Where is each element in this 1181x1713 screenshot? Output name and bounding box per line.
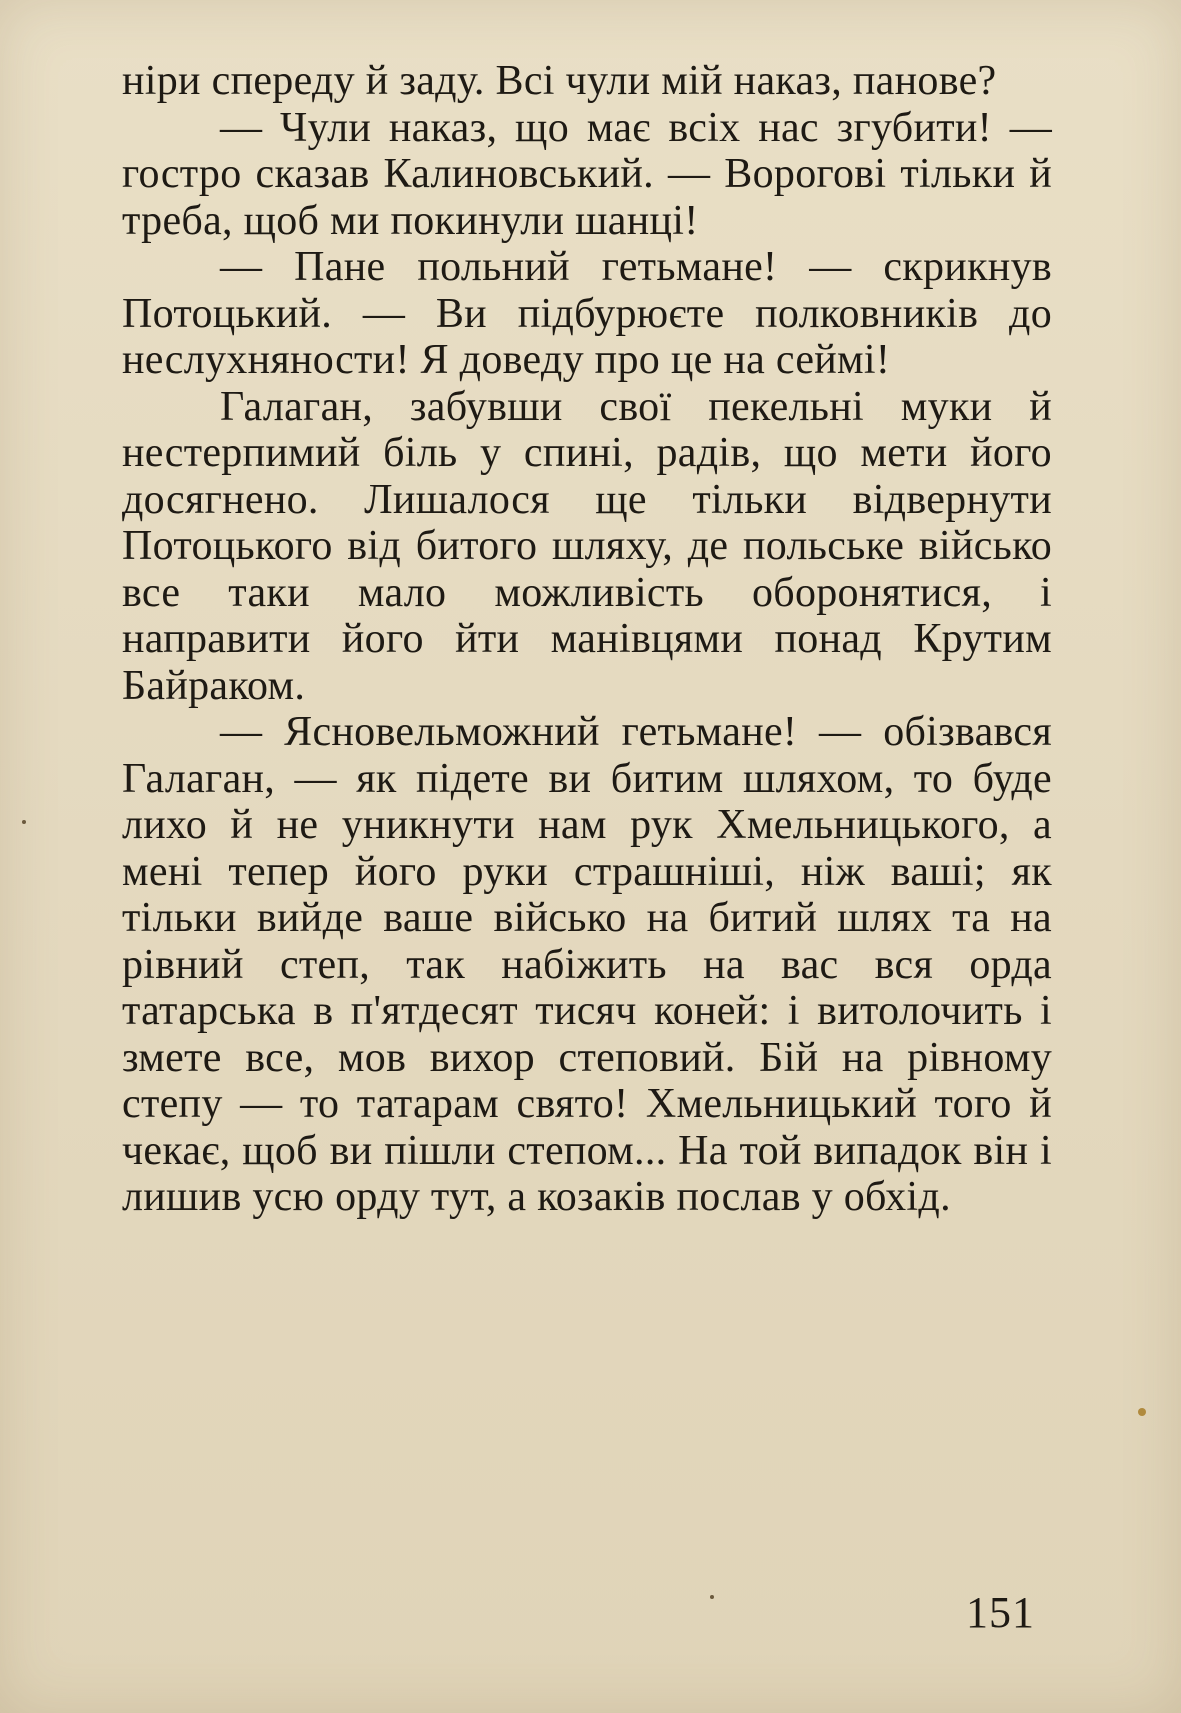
paragraph-4: Галаган, забувши свої пекельні муки й нестерпимий біль у спині, радів, що мети його досягнено. Лишалося ще тільки відвернути Потоцького від битого шляху, де польське військо все таки мало можливість оборонятися, і направити його йти манівцями понад Крутим Байраком. bbox=[122, 383, 1052, 709]
paragraph-2: — Чули наказ, що має всіх нас згубити! — гостро сказав Калиновський. — Ворогові тільки й треба, щоб ми покинули шанці! bbox=[122, 104, 1052, 244]
paper-speck bbox=[1138, 1408, 1146, 1416]
page-number: 151 bbox=[966, 1588, 1035, 1637]
paper-speck bbox=[22, 820, 26, 824]
paragraph-3: — Пане польний гетьмане! — скрикнув Потоцький. — Ви підбурюєте полковників до неслухняности! Я доведу про це на сеймі! bbox=[122, 244, 1052, 383]
page-body-text bbox=[122, 58, 1052, 1221]
paper-speck bbox=[710, 1595, 714, 1599]
paragraph-5: — Ясновельможний гетьмане! — обізвався Галаган, — як підете ви битим шляхом, то буде лихо й не уникнути нам рук Хмельницького, а мені тепер його руки страшніші, ніж ваші; як тільки вийде ваше військо на битий шлях та на рівний степ, так набіжить на вас вся орда татарська в п'ятдесят тисяч коней: і витолочить і змете все, мов вихор степовий. Бій на рівному степу — то татарам свято! Хмельницький того й чекає, щоб ви пішли степом... На той випадок він і лишив усю орду тут, а козаків послав у обхід. bbox=[122, 709, 1052, 1220]
paragraph-1: ніри спереду й заду. Всі чули мій наказ, панове? bbox=[122, 58, 997, 104]
